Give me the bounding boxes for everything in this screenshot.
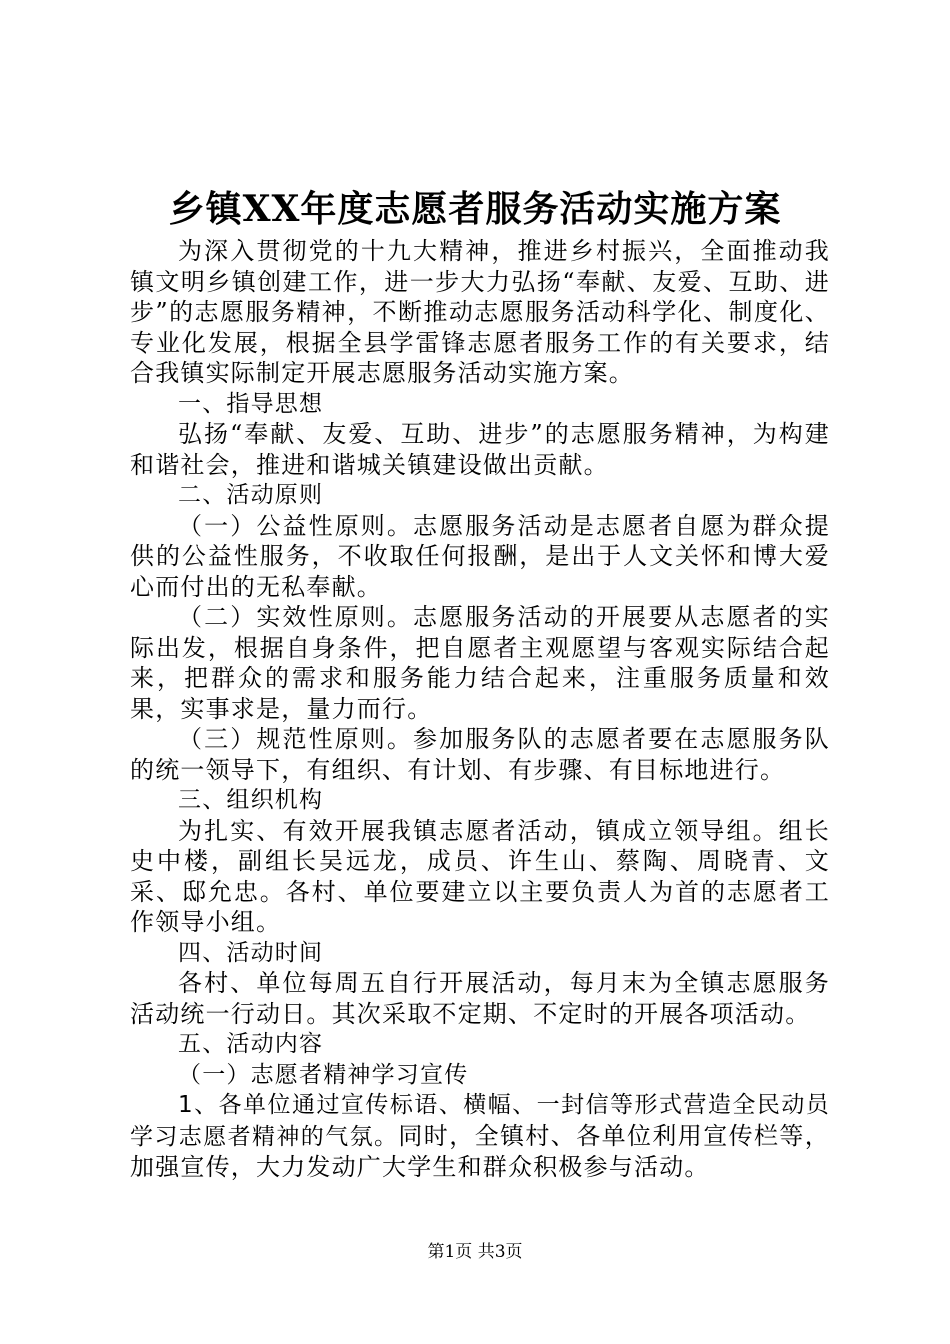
section-heading-principles: 二、活动原则 <box>178 482 324 508</box>
section-heading-activity-content: 五、活动内容 <box>178 1031 324 1057</box>
activity-time-paragraph: 各村、单位每周五自行开展活动，每月末为全镇志愿服务活动统一行动日。其次采取不定期、不定时的开展各项活动。 <box>130 969 830 1028</box>
intro-paragraph: 为深入贯彻党的十九大精神，推进乡村振兴，全面推动我镇文明乡镇创建工作，进一步大力弘扬“奉献、友爱、互助、进步”的志愿服务精神，不断推动志愿服务活动科学化、制度化、专业化发展，根据全县学雷锋志愿者服务工作的有关要求，结合我镇实际制定开展志愿服务活动实施方案。 <box>130 237 830 387</box>
guiding-thought-paragraph: 弘扬“奉献、友爱、互助、进步”的志愿服务精神，为构建和谐社会，推进和谐城关镇建设做出贡献。 <box>130 420 830 479</box>
section-heading-guiding-thought: 一、指导思想 <box>178 390 324 417</box>
principle-text: 志愿服务活动的开展要从志愿者的实际出发，根据自身条件，把自愿者主观愿望与客观实际结合起来，把群众的需求和服务能力结合起来，注重服务质量和效果，实事求是，量力而行。 <box>130 603 830 723</box>
document-body <box>130 236 830 1184</box>
principle-lead: （二）实效性原则。 <box>178 603 414 631</box>
principle-lead: （三）规范性原则。 <box>178 725 414 753</box>
page-number-footer: 第1页 共3页 <box>427 1242 523 1262</box>
principle-public-welfare <box>130 511 830 603</box>
content-item-text: 同时，全镇村、各单位利用宣传栏等，加强宣传，大力发动广大学生和群众积极参与活动。 <box>130 1121 830 1181</box>
principle-effectiveness <box>130 602 830 724</box>
document-title: 乡镇XX年度志愿者服务活动实施方案 <box>168 188 782 230</box>
principle-text: 参加服务队的志愿者要在志愿服务队的统一领导下，有组织、有计划、有步骤、有目标地进行。 <box>130 725 830 784</box>
section-heading-organization: 三、组织机构 <box>178 787 324 813</box>
section-heading-activity-time: 四、活动时间 <box>178 939 324 966</box>
principle-lead: （一）公益性原则。 <box>178 511 414 540</box>
subsection-heading-volunteer-spirit: （一）志愿者精神学习宣传 <box>178 1061 469 1088</box>
principle-standardization <box>130 724 830 785</box>
principle-text: 志愿服务活动是志愿者自愿为群众提供的公益性服务，不收取任何报酬，是出于人文关怀和博大爱心而付出的无私奉献。 <box>130 511 830 601</box>
content-item-1 <box>130 1090 830 1184</box>
organization-paragraph: 为扎实、有效开展我镇志愿者活动，镇成立领导组。组长史中楼，副组长吴远龙，成员、许生山、蔡陶、周晓青、文采、邸允忠。各村、单位要建立以主要负责人为首的志愿者工作领导小组。 <box>130 816 830 936</box>
content-item-lead: 1、各单位通过宣传标语、横幅、一封信等形式营造全民动员学习志愿者精神的气氛。 <box>130 1092 830 1150</box>
